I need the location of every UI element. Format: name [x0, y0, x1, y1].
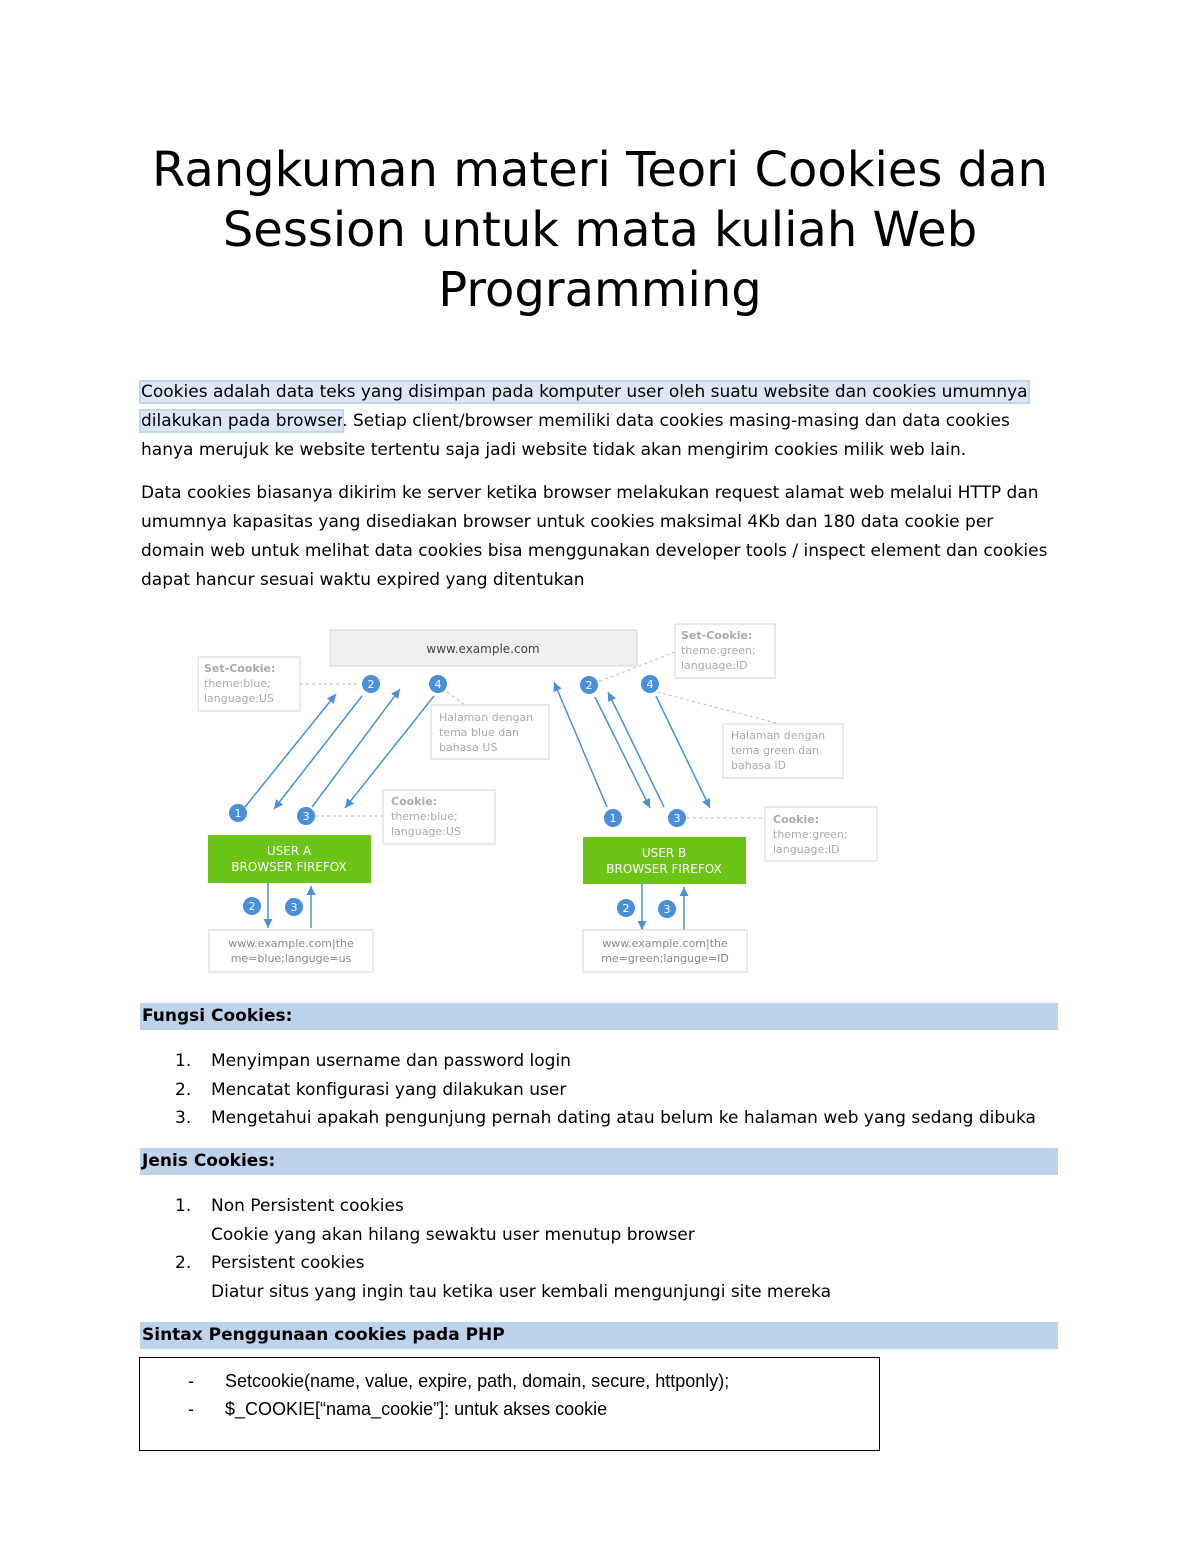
list-text: Mencatat konfigurasi yang dilakukan user — [211, 1079, 567, 1100]
fungsi-list — [141, 1047, 1081, 1133]
left-set-cookie-line1: Set-Cookie: — [204, 662, 276, 675]
left-page-note-line1: Halaman dengan — [439, 711, 534, 724]
user-b-storage-line1: www.example.com|the — [602, 937, 728, 950]
list-number: 2. — [175, 1079, 192, 1100]
left-cookie-line2: theme:blue; — [391, 810, 458, 823]
server-label: www.example.com — [426, 642, 540, 656]
paragraph-cookies-definition — [141, 378, 1061, 465]
right-page-note-line3: bahasa ID — [731, 759, 787, 772]
list-item — [141, 1249, 1081, 1306]
list-number: 3. — [175, 1108, 192, 1128]
step-label: 2 — [622, 902, 630, 915]
page-title: Rangkuman materi Teori Cookies dan Session untuk mata kuliah Web Programming — [152, 142, 1048, 318]
step-label: 1 — [234, 807, 242, 820]
step-label: 2 — [367, 678, 375, 691]
step-circle — [429, 675, 447, 693]
syntax-item — [140, 1367, 729, 1395]
user-b-line1: USER B — [641, 846, 687, 860]
dash-bullet: - — [188, 1371, 194, 1391]
step-circle — [297, 807, 315, 825]
list-number: 1. — [175, 1051, 192, 1071]
right-set-cookie-line3: language:ID — [681, 659, 748, 672]
paragraph-cookies-capacity: Data cookies biasanya dikirim ke server ketika browser melakukan request alamat web melalui HTTP dan umumnya kapasitas yang disediakan browser untuk cookies maksimal 4Kb dan 180 data cookie per domain web untuk melihat data cookies bisa menggunakan developer tools / inspect element dan cookies dapat hancur sesuai waktu expired yang ditentukan — [141, 483, 1048, 590]
left-cookie-box — [383, 790, 495, 844]
step-circle — [658, 900, 676, 918]
user-a-storage-box — [209, 930, 373, 972]
step-circle — [641, 675, 659, 693]
php-syntax-box — [139, 1357, 880, 1451]
list-item — [141, 1076, 1081, 1105]
step-label: 4 — [646, 678, 654, 691]
list-text: Non Persistent cookies — [211, 1196, 404, 1216]
left-cookie-line1: Cookie: — [391, 795, 438, 808]
jenis-list — [141, 1192, 1081, 1306]
step-label: 3 — [673, 812, 681, 825]
user-a-line1: USER A — [266, 844, 312, 858]
right-set-cookie-line2: theme:green; — [681, 644, 756, 657]
step-circle — [243, 897, 261, 915]
server-box — [330, 630, 637, 666]
list-description: Diatur situs yang ingin tau ketika user kembali mengunjungi site mereka — [211, 1281, 831, 1302]
step-circle — [285, 898, 303, 916]
user-b-storage-line2: me=green;languge=ID — [601, 952, 729, 965]
syntax-text: $_COOKIE[“nama_cookie”]: untuk akses cookie — [225, 1399, 608, 1419]
step-label: 2 — [248, 900, 256, 913]
left-page-note-line2: tema blue dan — [439, 726, 520, 739]
right-cookie-line1: Cookie: — [773, 813, 820, 826]
left-cookie-line3: language:US — [391, 825, 461, 838]
step-circle — [668, 809, 686, 827]
user-b-line2: BROWSER FIREFOX — [606, 862, 722, 876]
step-circle — [580, 676, 598, 694]
definition-rest: . Setiap client/browser memiliki data cookies masing-masing dan data cookies hanya merujuk ke website tertentu saja jadi website tidak akan mengirim cookies milik web lain. — [141, 411, 1010, 460]
step-circle — [604, 809, 622, 827]
list-item — [141, 1192, 1081, 1249]
syntax-item — [140, 1395, 729, 1423]
left-set-cookie-line2: theme:blue; — [204, 677, 271, 690]
list-text: Mengetahui apakah pengunjung pernah dating atau belum ke halaman web yang sedang dibuka — [211, 1108, 1036, 1128]
user-a-storage-line2: me=blue;languge=us — [230, 952, 352, 965]
step-label: 4 — [434, 678, 442, 691]
left-set-cookie-box — [198, 657, 300, 711]
list-number: 1. — [175, 1196, 192, 1216]
step-circle — [362, 675, 380, 693]
section-heading-jenis: Jenis Cookies: — [140, 1148, 1058, 1175]
dash-bullet: - — [188, 1399, 194, 1419]
list-number: 2. — [175, 1253, 192, 1273]
right-cookie-line3: language:ID — [773, 843, 840, 856]
user-b-box — [583, 837, 746, 884]
step-label: 3 — [663, 903, 671, 916]
right-set-cookie-line1: Set-Cookie: — [681, 629, 753, 642]
step-circle — [617, 899, 635, 917]
left-page-note-box — [431, 705, 549, 759]
right-cookie-line2: theme:green; — [773, 828, 848, 841]
user-a-box — [208, 835, 371, 883]
section-heading-sintax: Sintax Penggunaan cookies pada PHP — [140, 1322, 1058, 1349]
highlighted-definition: Cookies adalah data teks yang disimpan pada komputer user oleh suatu website dan cookies umumnya dilakukan pada browser — [141, 382, 1028, 431]
list-text: Menyimpan username dan password login — [211, 1051, 571, 1071]
left-page-note-line3: bahasa US — [439, 741, 498, 754]
right-page-note-line1: Halaman dengan — [731, 729, 826, 742]
syntax-text: Setcookie(name, value, expire, path, domain, secure, httponly); — [225, 1371, 730, 1391]
user-a-storage-line1: www.example.com|the — [228, 937, 354, 950]
right-set-cookie-box — [675, 624, 775, 678]
step-label: 3 — [290, 901, 298, 914]
right-page-note-box — [723, 724, 843, 778]
list-text: Persistent cookies — [211, 1253, 365, 1273]
list-item — [141, 1047, 1081, 1076]
section-heading-fungsi: Fungsi Cookies: — [140, 1003, 1058, 1030]
user-a-line2: BROWSER FIREFOX — [231, 860, 347, 874]
right-page-note-line2: tema green dan — [731, 744, 819, 757]
list-description: Cookie yang akan hilang sewaktu user menutup browser — [211, 1224, 695, 1245]
syntax-list — [140, 1367, 729, 1423]
right-cookie-box — [765, 807, 877, 861]
step-label: 2 — [585, 679, 593, 692]
cookie-flow-diagram — [190, 612, 890, 982]
left-set-cookie-line3: language:US — [204, 692, 274, 705]
list-item — [141, 1104, 1081, 1133]
step-label: 1 — [609, 812, 617, 825]
user-b-storage-box — [583, 930, 747, 972]
step-circle — [229, 804, 247, 822]
step-label: 3 — [302, 810, 310, 823]
